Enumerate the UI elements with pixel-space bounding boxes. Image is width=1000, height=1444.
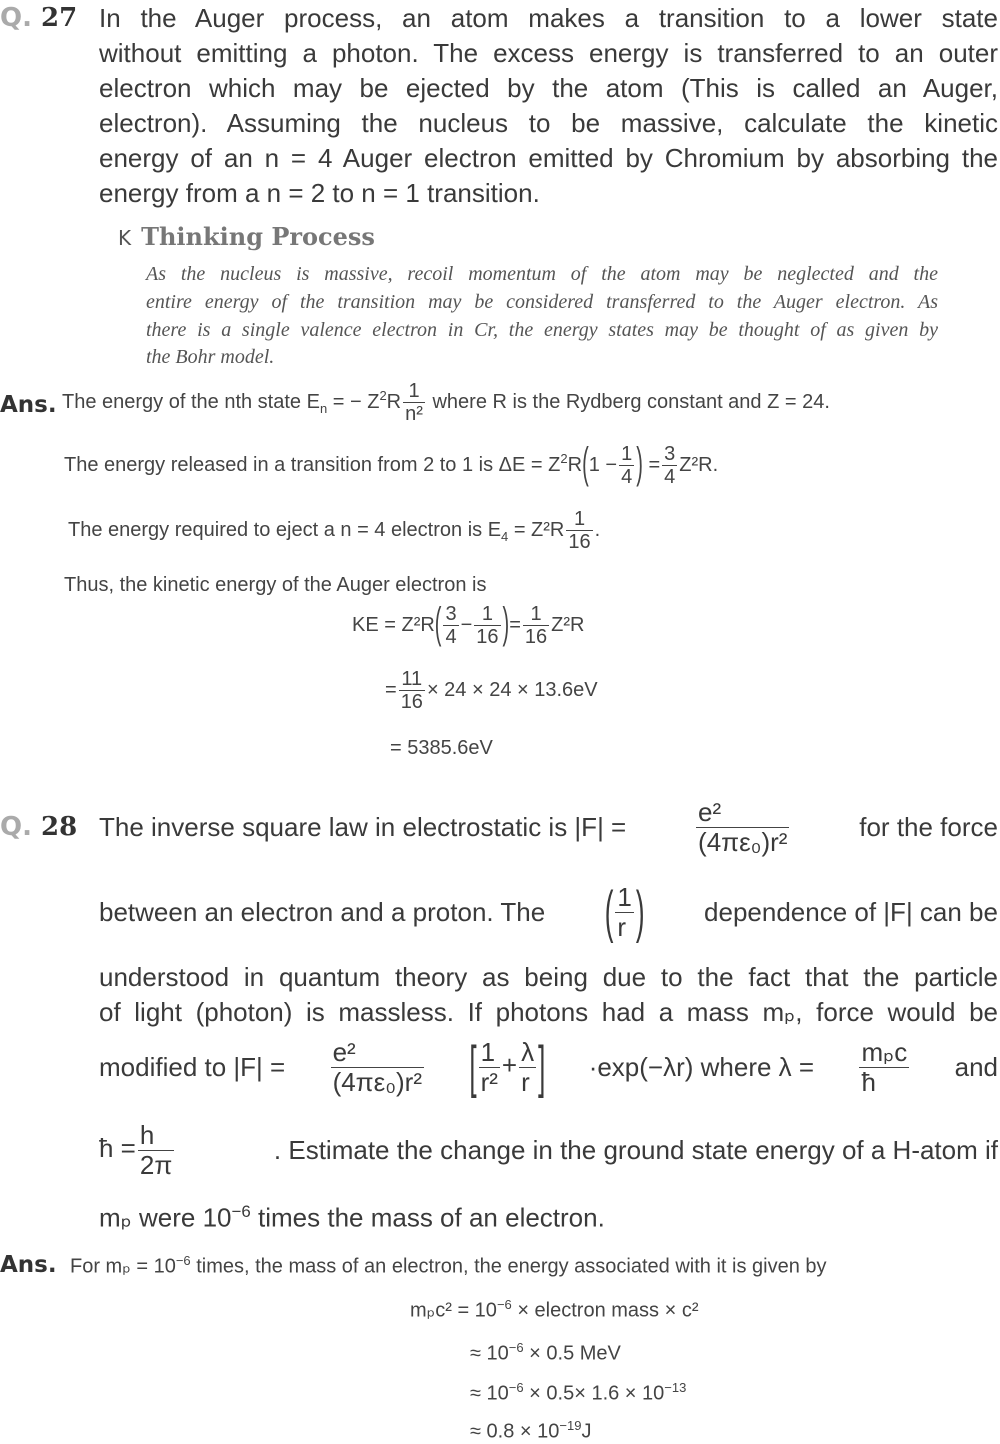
q27-line: energy of an n = 4 Auger electron emitted by Chromium by absorbing the: [99, 143, 998, 173]
thinking-process-heading: K Thinking Process: [118, 222, 375, 251]
ans27-line7: = 5385.6eV: [390, 737, 493, 759]
ans27-line1: The energy of the nth state $E_n$ = − $Z^2R$ $\frac{1}{\text{n²}}$ where R is the Rydberg constant and Z = 24.: [62, 380, 830, 425]
question-number: Q. 28: [0, 812, 78, 842]
q28-line4: of light (photon) is massless. If photons had a mass mₚ, force would be: [99, 997, 998, 1027]
fraction: $\frac{1}{\text{n²}}$: [405, 380, 423, 425]
q28-line3: understood in quantum theory as being due to the fact that the particle: [99, 962, 998, 992]
q27-line: electron which may be ejected by the atom (This is called an Auger,: [99, 73, 998, 103]
thinking-line: entire energy of the transition may be considered transferred to the Auger electron. As: [146, 291, 938, 313]
q27-line: without emitting a photon. The excess energy is transferred to an outer: [99, 38, 998, 68]
ans27-line3: The energy required to eject a n = 4 electron is $E_4 = Z^2R$ $\frac{1}{16}$ .: [68, 508, 601, 553]
ans28-line5: ≈ $0.8 \times 10^{-19}J$: [470, 1418, 592, 1443]
ans27-line4: Thus, the kinetic energy of the Auger electron is: [64, 574, 487, 596]
thinking-line: there is a single valence electron in Cr, the energy states may be thought of as given by: [146, 319, 938, 341]
ans27-line6: = $\frac{11}{16}$ × 24 × 24 × 13.6eV: [385, 668, 598, 713]
ans28-line4: ≈ $10^{-6} \times 0.5\times 1.6 \times 10^{-13}$: [470, 1380, 687, 1405]
thinking-icon: K: [118, 226, 132, 250]
q28-line1: The inverse square law in electrostatic is |F| = $\frac{\text{e²}}{\text{(4πε₀)r²}}$ for the force: [99, 797, 998, 857]
q27-line: energy from a n = 2 to n = 1 transition.: [99, 178, 540, 208]
q28-line5: modified to |F| = $\frac{\text{e²}}{\text{(4πε₀)r²}}$ [ $\frac{1}{\text{r²}}$ + $\frac{\lambda}{r}$ ] ·exp(−λr) where λ = $\frac{\text{mₚc}}{ħ}$ and: [99, 1033, 998, 1100]
answer-label: Ans.: [0, 1252, 57, 1278]
answer-label: Ans.: [0, 392, 57, 418]
ans27-line2: The energy released in a transition from 2 to 1 is $\Delta E = Z^2R(1$ − $\frac{1}{4}$ ) = $\frac{3}{4}$ Z²R.: [64, 440, 719, 489]
q27-line: In the Auger process, an atom makes a transition to a lower state: [99, 3, 998, 33]
ans28-line1: For $m_p = 10^{-6}$ times, the mass of an electron, the energy associated with it is given by: [70, 1253, 827, 1278]
thinking-line: As the nucleus is massive, recoil momentum of the atom may be neglected and the: [146, 263, 938, 285]
q27-line: electron). Assuming the nucleus to be massive, calculate the kinetic: [99, 108, 998, 138]
question-number: Q. 27: [0, 3, 78, 33]
q28-line7: mₚ were $10^{-6}$ times the mass of an electron.: [99, 1202, 605, 1233]
q28-line6: ħ = $\frac{h}{2\pi}$ . Estimate the change in the ground state energy of a H-atom if: [99, 1119, 998, 1180]
thinking-line: the Bohr model.: [146, 346, 275, 368]
ans28-line3: ≈ $10^{-6} \times 0.5$ MeV: [470, 1340, 621, 1365]
ans27-line5: KE = Z²R( $\frac{3}{4}$ − $\frac{1}{16}$ )= $\frac{1}{16}$ Z²R: [352, 600, 585, 649]
q28-line2: between an electron and a proton. The ( $\frac{1}{r}$ ) dependence of |F| can be: [99, 878, 998, 945]
ans28-line2: $m_pc^2 = 10^{-6}$ × electron mass × c²: [410, 1297, 699, 1322]
